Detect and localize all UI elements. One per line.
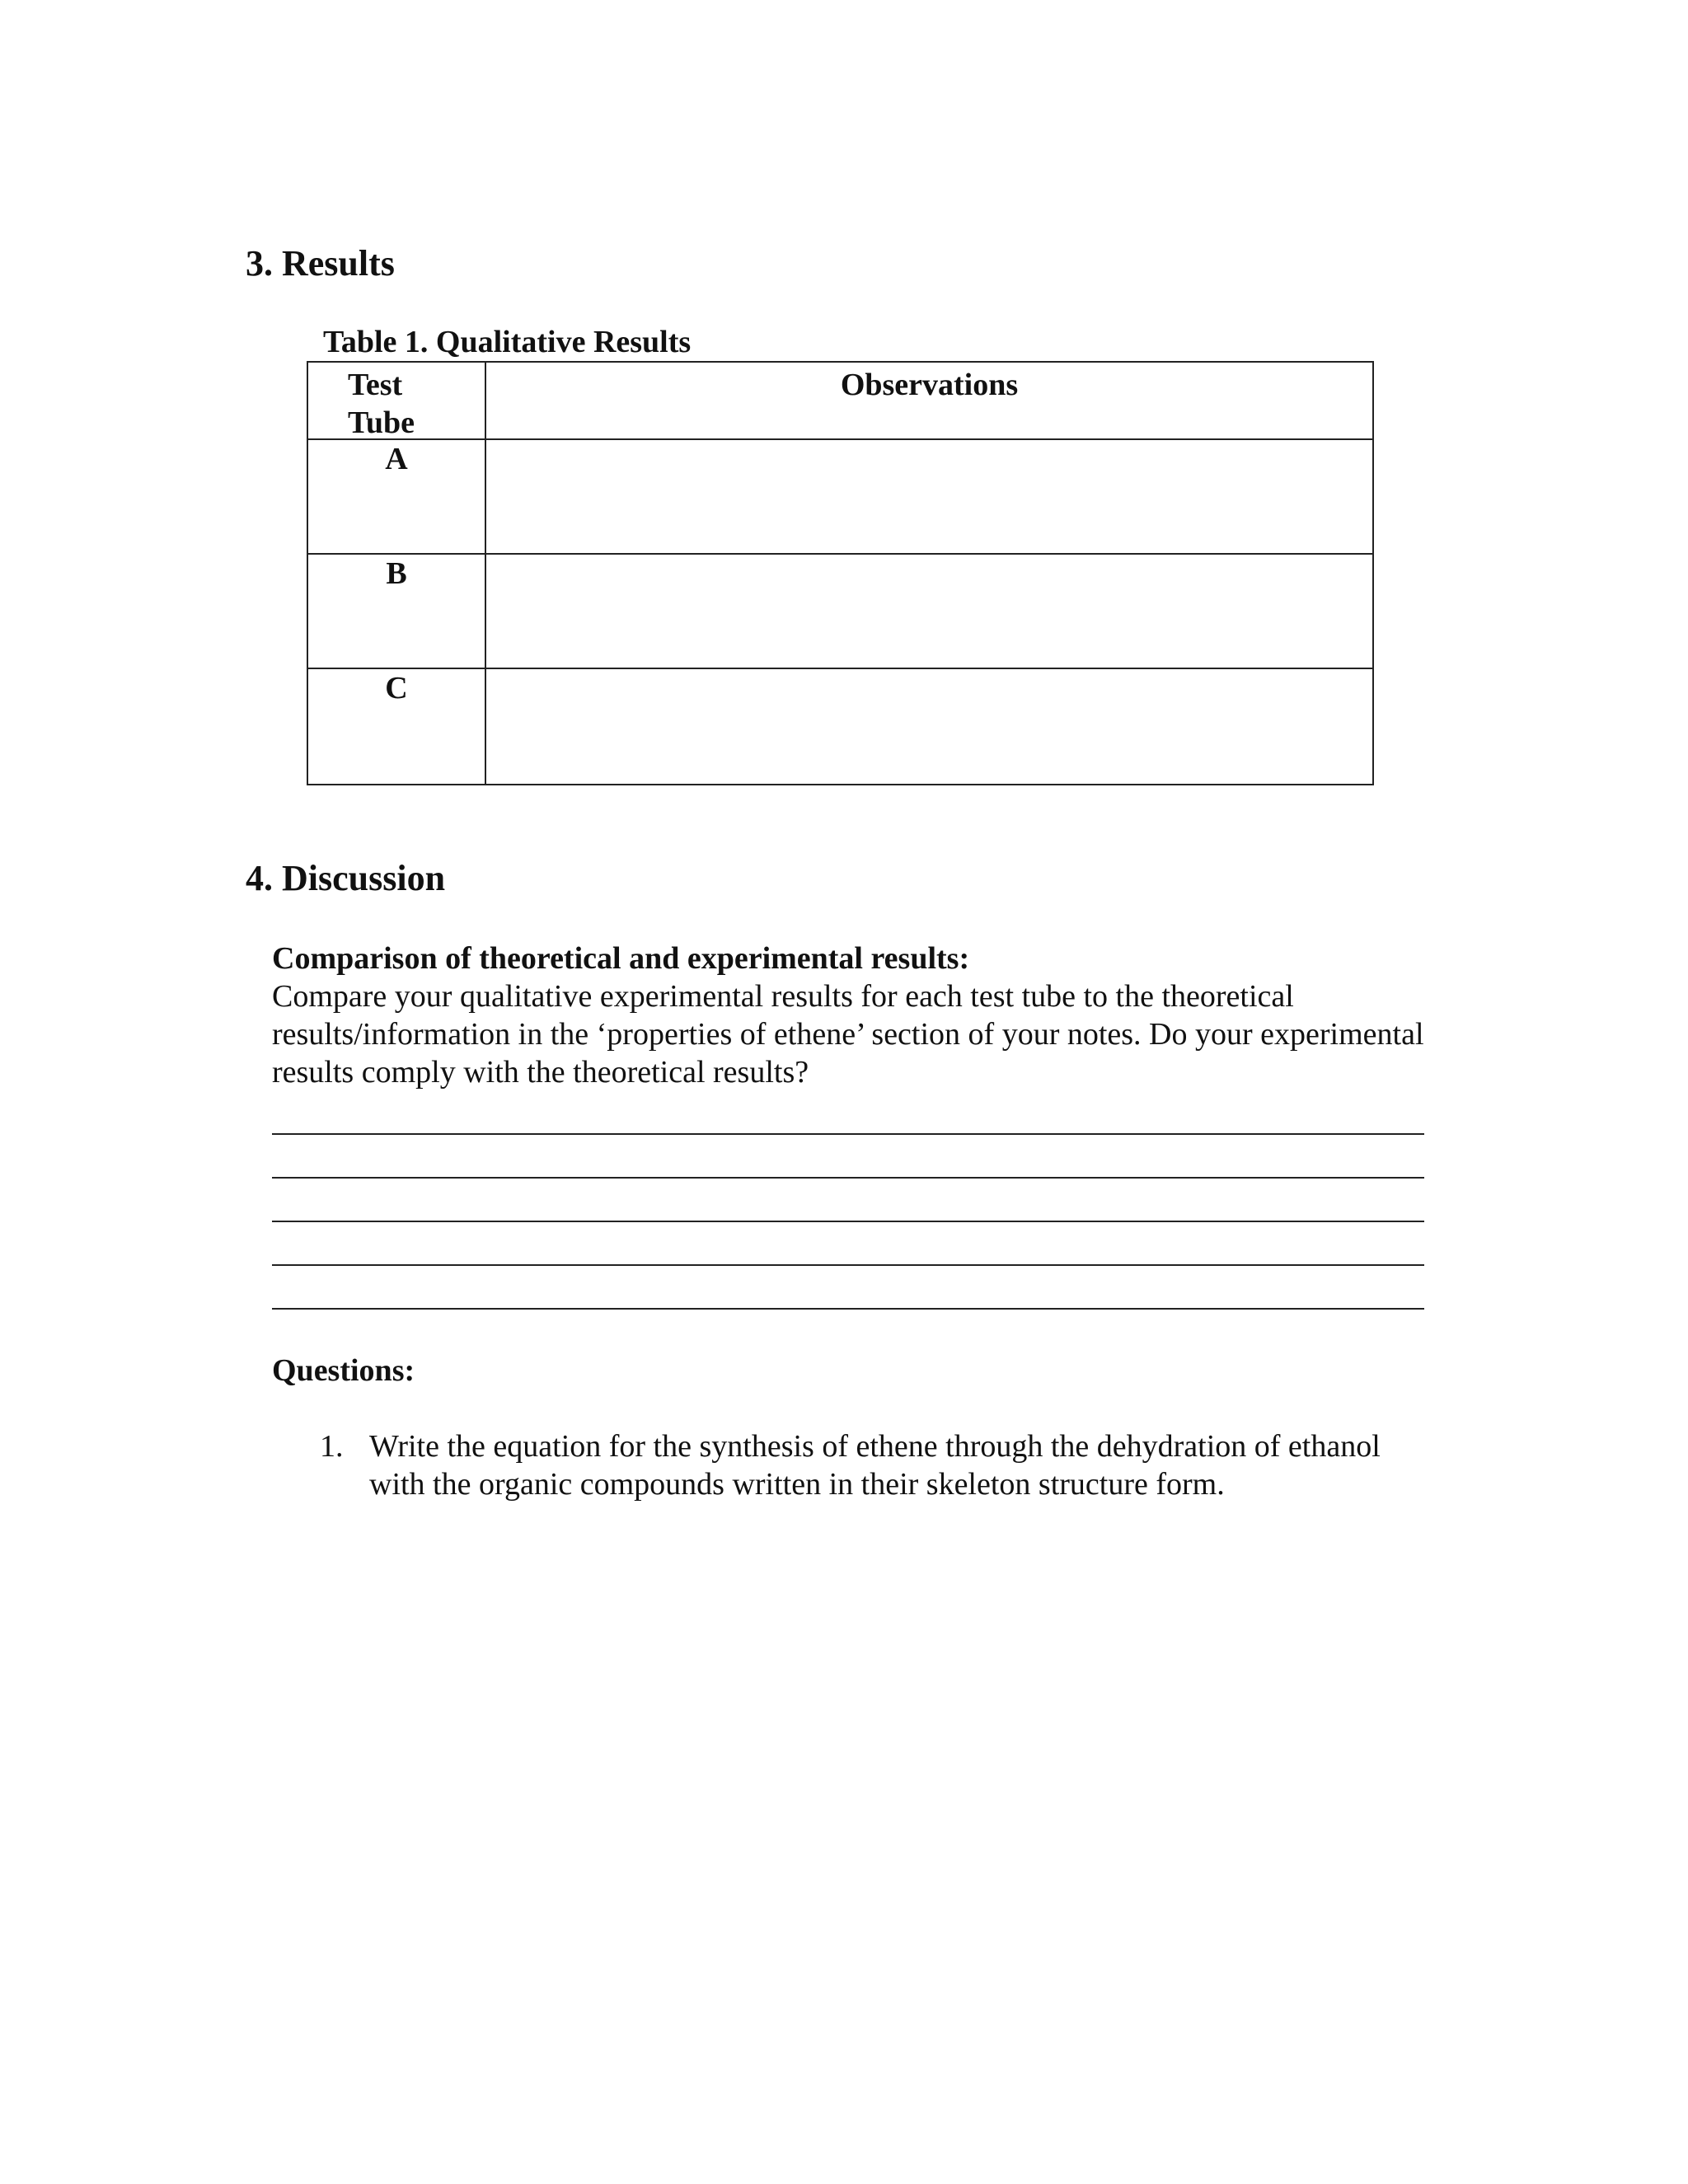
questions-heading: Questions: [272, 1353, 415, 1388]
question-number: 1. [320, 1429, 344, 1464]
comparison-heading: Comparison of theoretical and experimental results: [272, 941, 970, 976]
discussion-heading: 4. Discussion [246, 858, 446, 898]
observation-cell-a[interactable] [486, 440, 1372, 553]
row-label-b: B [386, 556, 407, 591]
comparison-instructions: Compare your qualitative experimental results for each test tube to the theoretical results/information in the ‘properties of ethene’ section of your notes. Do your experimental results comply with the theoretical results? [272, 979, 1424, 1090]
answer-line[interactable] [272, 1308, 1424, 1310]
row-label-a: A [385, 442, 408, 476]
question-text: Write the equation for the synthesis of ethene through the dehydration of ethanol with the organic compounds written in their skeleton structure form. [369, 1429, 1381, 1502]
observation-cell-c[interactable] [486, 669, 1372, 784]
results-table [307, 361, 1374, 785]
column-header-observations: Observations [840, 368, 1019, 402]
results-heading: 3. Results [246, 243, 395, 284]
answer-line[interactable] [272, 1221, 1424, 1222]
column-header-test-tube: Test Tube [348, 368, 415, 440]
answer-line[interactable] [272, 1264, 1424, 1266]
answer-line[interactable] [272, 1177, 1424, 1179]
row-label-c: C [385, 671, 408, 705]
table-caption: Table 1. Qualitative Results [323, 325, 692, 359]
observation-cell-b[interactable] [486, 555, 1372, 668]
answer-line[interactable] [272, 1133, 1424, 1135]
